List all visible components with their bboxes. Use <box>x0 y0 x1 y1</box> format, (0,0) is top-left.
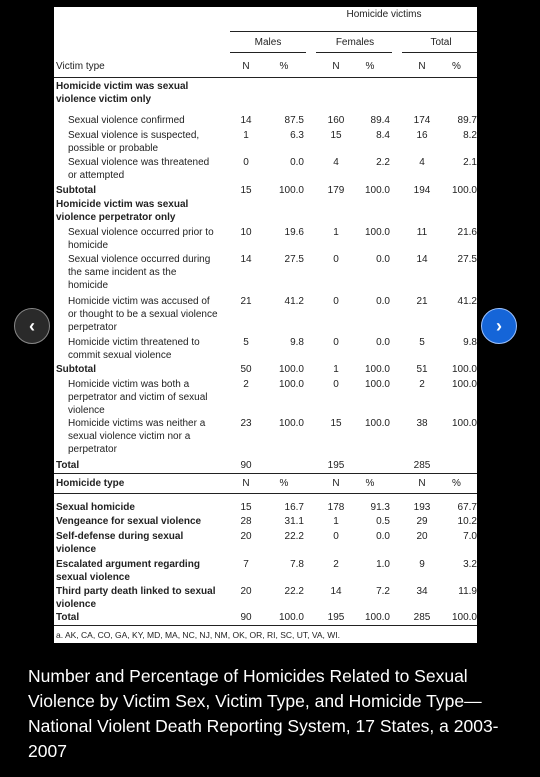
group-total: Total <box>430 37 452 48</box>
table-cell: 0.0 <box>376 254 390 265</box>
col-head: N <box>332 478 340 489</box>
table-cell: 21 <box>240 296 252 307</box>
table-cell: 160 <box>327 115 345 126</box>
table-cell: 1 <box>333 364 339 375</box>
table-cell: 11 <box>416 227 428 238</box>
group-underline <box>230 31 477 32</box>
table-cell: 100.0 <box>364 185 390 196</box>
table-cell: 285 <box>413 460 431 471</box>
table-cell: 22.2 <box>284 531 304 542</box>
table-cell: 29 <box>416 516 428 527</box>
table-cell: 15 <box>240 502 252 513</box>
table-cell: 14 <box>330 586 342 597</box>
table-cell: 195 <box>327 460 345 471</box>
row-label: Sexual violence was threatened or attempted <box>68 157 210 181</box>
header-rule <box>54 77 477 78</box>
table-cell: 100.0 <box>278 612 304 623</box>
table-cell: 14 <box>240 254 252 265</box>
table-cell: 11.9 <box>458 586 477 597</box>
row-label: Total <box>56 460 80 471</box>
table-cell: 23 <box>240 418 252 429</box>
row-label: Homicide victim was sexual violence victim only <box>56 81 189 105</box>
row-label: Third party death linked to sexual violence <box>56 586 216 610</box>
group-males: Males <box>254 37 282 48</box>
header-rule <box>54 493 477 494</box>
table-cell: 1 <box>333 516 339 527</box>
row-label: Sexual violence occurred during the same incident as the homicide <box>68 254 211 291</box>
table-cell: 50 <box>240 364 252 375</box>
table-cell: 90 <box>240 612 252 623</box>
table-cell: 90 <box>240 460 252 471</box>
table-cell: 21.6 <box>457 227 477 238</box>
table-cell: 7.8 <box>290 559 304 570</box>
row-label: Self-defense during sexual violence <box>56 531 184 555</box>
table-cell: 2 <box>333 559 339 570</box>
row-label: Subtotal <box>56 185 96 196</box>
data-table <box>54 7 477 643</box>
table-cell: 100.0 <box>364 612 390 623</box>
col-head: N <box>242 478 250 489</box>
col-head: % <box>279 61 289 72</box>
table-cell: 0 <box>333 254 339 265</box>
table-cell: 14 <box>416 254 428 265</box>
homicide-type-header: Homicide type <box>56 478 125 489</box>
row-label: Sexual violence confirmed <box>68 115 185 126</box>
row-label: Escalated argument regarding sexual violence <box>56 559 200 583</box>
table-cell: 7 <box>243 559 249 570</box>
table-cell: 100.0 <box>364 418 390 429</box>
col-head: % <box>452 61 461 72</box>
table-cell: 9 <box>419 559 425 570</box>
col-head: N <box>418 478 426 489</box>
table-cell: 41.2 <box>457 296 477 307</box>
table-cell: 21 <box>416 296 428 307</box>
table-cell: 2.1 <box>463 157 477 168</box>
table-cell: 87.5 <box>284 115 304 126</box>
table-cell: 10 <box>240 227 252 238</box>
table-cell: 178 <box>327 502 345 513</box>
table-cell: 7.0 <box>463 531 477 542</box>
table-cell: 4 <box>419 157 425 168</box>
table-cell: 1.0 <box>376 559 390 570</box>
table-cell: 100.0 <box>278 185 304 196</box>
row-label: Total <box>56 612 80 623</box>
table-cell: 5 <box>419 337 425 348</box>
table-cell: 9.8 <box>463 337 477 348</box>
table-cell: 89.7 <box>457 115 477 126</box>
chevron-left-icon: ‹ <box>29 315 35 336</box>
table-cell: 100.0 <box>278 379 304 390</box>
row-label: Homicide victim was both a perpetrator and victim of sexual violence <box>68 379 208 416</box>
table-cell: 6.3 <box>290 130 304 141</box>
table-cell: 89.4 <box>370 115 390 126</box>
table-cell: 20 <box>240 531 252 542</box>
col-head: N <box>242 61 250 72</box>
row-label: Homicide victim was accused of or thought to be a sexual violence perpetrator <box>68 296 218 333</box>
table-cell: 1 <box>333 227 339 238</box>
table-cell: 0 <box>333 379 339 390</box>
row-label: Homicide victims was neither a sexual violence victim nor a perpetrator <box>68 418 206 455</box>
next-button[interactable] <box>481 308 517 344</box>
table-cell: 100.0 <box>451 379 477 390</box>
table-cell: 0 <box>333 337 339 348</box>
table-cell: 15 <box>330 418 342 429</box>
col-head: N <box>418 61 426 72</box>
table-cell: 20 <box>240 586 252 597</box>
table-cell: 3.2 <box>463 559 477 570</box>
males-underline <box>230 52 306 53</box>
table-cell: 38 <box>416 418 428 429</box>
table-cell: 15 <box>330 130 342 141</box>
table-cell: 0 <box>243 157 249 168</box>
table-cell: 8.2 <box>463 130 477 141</box>
row-label: Subtotal <box>56 364 96 375</box>
table-cell: 22.2 <box>284 586 304 597</box>
table-cell: 91.3 <box>370 502 390 513</box>
previous-button[interactable] <box>14 308 50 344</box>
table-footnote: a. AK, CA, CO, GA, KY, MD, MA, NC, NJ, NM, OK, OR, RI, SC, UT, VA, WI. <box>56 630 341 640</box>
table-cell: 179 <box>327 185 345 196</box>
victim-type-header: Victim type <box>56 61 105 72</box>
table-cell: 15 <box>240 185 252 196</box>
table-cell: 31.1 <box>284 516 304 527</box>
table-cell: 0.0 <box>376 337 390 348</box>
table-cell: 2 <box>243 379 249 390</box>
table-cell: 19.6 <box>284 227 304 238</box>
figure-caption: Number and Percentage of Homicides Related to Sexual Violence by Victim Sex, Victim Type, and Homicide Type—National Violent Death Reporting System, 17 States, a 2003- 2007 <box>28 666 499 761</box>
table-cell: 0 <box>333 296 339 307</box>
females-underline <box>316 52 392 53</box>
total-underline <box>402 52 477 53</box>
group-title: Homicide victims <box>346 9 422 20</box>
table-cell: 7.2 <box>376 586 390 597</box>
table-cell: 1 <box>243 130 249 141</box>
table-cell: 0.0 <box>376 296 390 307</box>
table-cell: 0 <box>333 531 339 542</box>
col-head: % <box>452 478 461 489</box>
table-cell: 285 <box>413 612 431 623</box>
table-cell: 195 <box>327 612 345 623</box>
table-cell: 100.0 <box>364 379 390 390</box>
table-cell: 51 <box>416 364 428 375</box>
table-cell: 8.4 <box>376 130 390 141</box>
table-cell: 67.7 <box>457 502 477 513</box>
table-cell: 10.2 <box>457 516 477 527</box>
table-cell: 0.5 <box>376 516 390 527</box>
col-head: % <box>365 61 375 72</box>
table-cell: 100.0 <box>451 612 477 623</box>
table-cell: 27.5 <box>284 254 304 265</box>
table-cell: 174 <box>413 115 431 126</box>
table-cell: 100.0 <box>278 418 304 429</box>
table-cell: 100.0 <box>451 364 477 375</box>
table-cell: 100.0 <box>451 418 477 429</box>
col-head: % <box>365 478 375 489</box>
row-label: Sexual violence occurred prior to homicide <box>68 227 214 251</box>
table-cell: 4 <box>333 157 339 168</box>
group-females: Females <box>335 37 375 48</box>
col-head: N <box>332 61 340 72</box>
chevron-right-icon: › <box>496 315 502 336</box>
table-cell: 194 <box>413 185 431 196</box>
table-cell: 0.0 <box>290 157 304 168</box>
row-label: Sexual homicide <box>56 502 135 513</box>
table-cell: 14 <box>240 115 252 126</box>
bottom-rule <box>54 625 477 626</box>
table-cell: 100.0 <box>451 185 477 196</box>
table-cell: 28 <box>240 516 252 527</box>
row-label: Vengeance for sexual violence <box>56 516 202 527</box>
table-cell: 16.7 <box>284 502 304 513</box>
col-head: % <box>279 478 289 489</box>
table-cell: 0.0 <box>376 531 390 542</box>
table-cell: 2.2 <box>376 157 390 168</box>
table-cell: 16 <box>416 130 428 141</box>
table-cell: 41.2 <box>284 296 304 307</box>
table-cell: 20 <box>416 531 428 542</box>
table-cell: 9.8 <box>290 337 304 348</box>
table-cell: 193 <box>413 502 431 513</box>
row-label: Homicide victim was sexual violence perpetrator only <box>56 199 189 223</box>
row-label: Sexual violence is suspected, possible or probable <box>68 130 200 154</box>
table-cell: 100.0 <box>278 364 304 375</box>
section-rule <box>54 473 477 474</box>
table-cell: 100.0 <box>364 227 390 238</box>
table-cell: 27.5 <box>457 254 477 265</box>
table-cell: 5 <box>243 337 249 348</box>
table-cell: 34 <box>416 586 428 597</box>
table-cell: 2 <box>419 379 425 390</box>
table-cell: 100.0 <box>364 364 390 375</box>
row-label: Homicide victim threatened to commit sexual violence <box>68 337 200 361</box>
